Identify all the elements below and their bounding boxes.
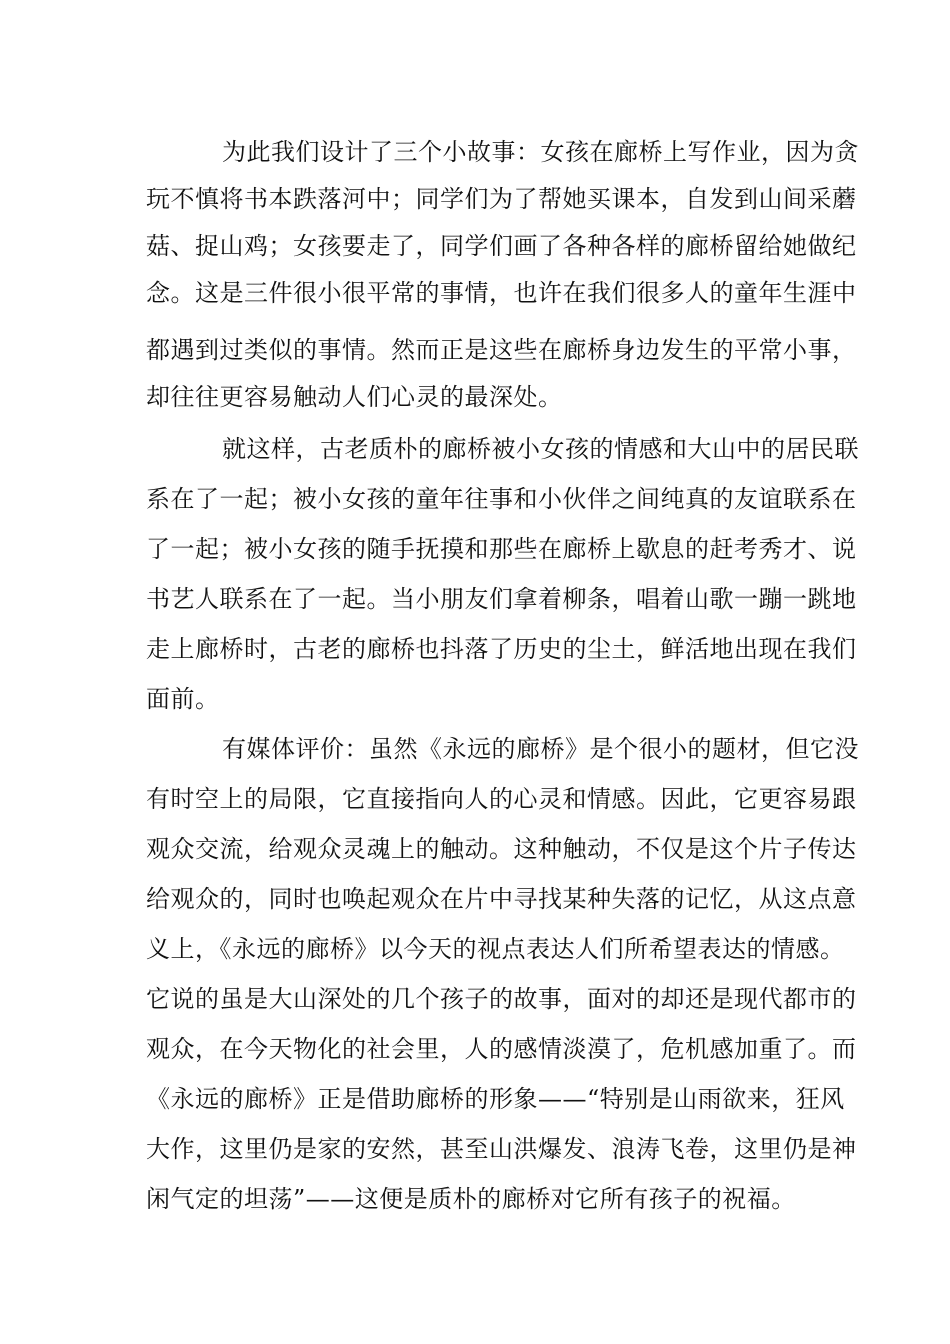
paragraph-2-line-3: 了一起；被小女孩的随手抚摸和那些在廊桥上歇息的赶考秀才、说	[146, 535, 857, 563]
paragraph-3-line-3: 观众交流，给观众灵魂上的触动。这种触动，不仅是这个片子传达	[146, 835, 857, 863]
paragraph-1-line-2: 玩不慎将书本跌落河中；同学们为了帮她买课本，自发到山间采蘑	[146, 185, 857, 213]
paragraph-3-line-7: 观众，在今天物化的社会里，人的感情淡漠了，危机感加重了。而	[146, 1035, 857, 1063]
paragraph-2-line-2: 系在了一起；被小女孩的童年往事和小伙伴之间纯真的友谊联系在	[146, 485, 857, 513]
paragraph-3-line-2: 有时空上的局限，它直接指向人的心灵和情感。因此，它更容易跟	[146, 785, 857, 813]
paragraph-2-line-1: 就这样，古老质朴的廊桥被小女孩的情感和大山中的居民联	[222, 435, 859, 463]
paragraph-1-line-4: 念。这是三件很小很平常的事情，也许在我们很多人的童年生涯中	[146, 279, 857, 307]
paragraph-1-line-6: 却往往更容易触动人们心灵的最深处。	[146, 383, 563, 411]
paragraph-3-line-6: 它说的虽是大山深处的几个孩子的故事，面对的却还是现代都市的	[146, 985, 857, 1013]
paragraph-1-line-3: 菇、捉山鸡；女孩要走了，同学们画了各种各样的廊桥留给她做纪	[146, 232, 857, 260]
paragraph-1-line-1: 为此我们设计了三个小故事：女孩在廊桥上写作业，因为贪	[222, 138, 859, 166]
paragraph-2-line-4: 书艺人联系在了一起。当小朋友们拿着柳条，唱着山歌一蹦一跳地	[146, 585, 857, 613]
paragraph-3-line-8: 《永远的廊桥》正是借助廊桥的形象——“特别是山雨欲来，狂风	[146, 1085, 845, 1113]
paragraph-2-line-5: 走上廊桥时，古老的廊桥也抖落了历史的尘土，鲜活地出现在我们	[146, 635, 857, 663]
paragraph-3-line-1: 有媒体评价：虽然《永远的廊桥》是个很小的题材，但它没	[222, 735, 859, 763]
paragraph-3-line-4: 给观众的，同时也唤起观众在片中寻找某种失落的记忆，从这点意	[146, 885, 857, 913]
paragraph-3-line-10: 闲气定的坦荡”——这便是质朴的廊桥对它所有孩子的祝福。	[146, 1185, 796, 1213]
paragraph-3-line-5: 义上，《永远的廊桥》以今天的视点表达人们所希望表达的情感。	[146, 935, 845, 963]
paragraph-3-line-9: 大作，这里仍是家的安然，甚至山洪爆发、浪涛飞卷，这里仍是神	[146, 1135, 857, 1163]
paragraph-2-line-6: 面前。	[146, 685, 220, 713]
paragraph-1-line-5: 都遇到过类似的事情。然而正是这些在廊桥身边发生的平常小事，	[146, 336, 857, 364]
